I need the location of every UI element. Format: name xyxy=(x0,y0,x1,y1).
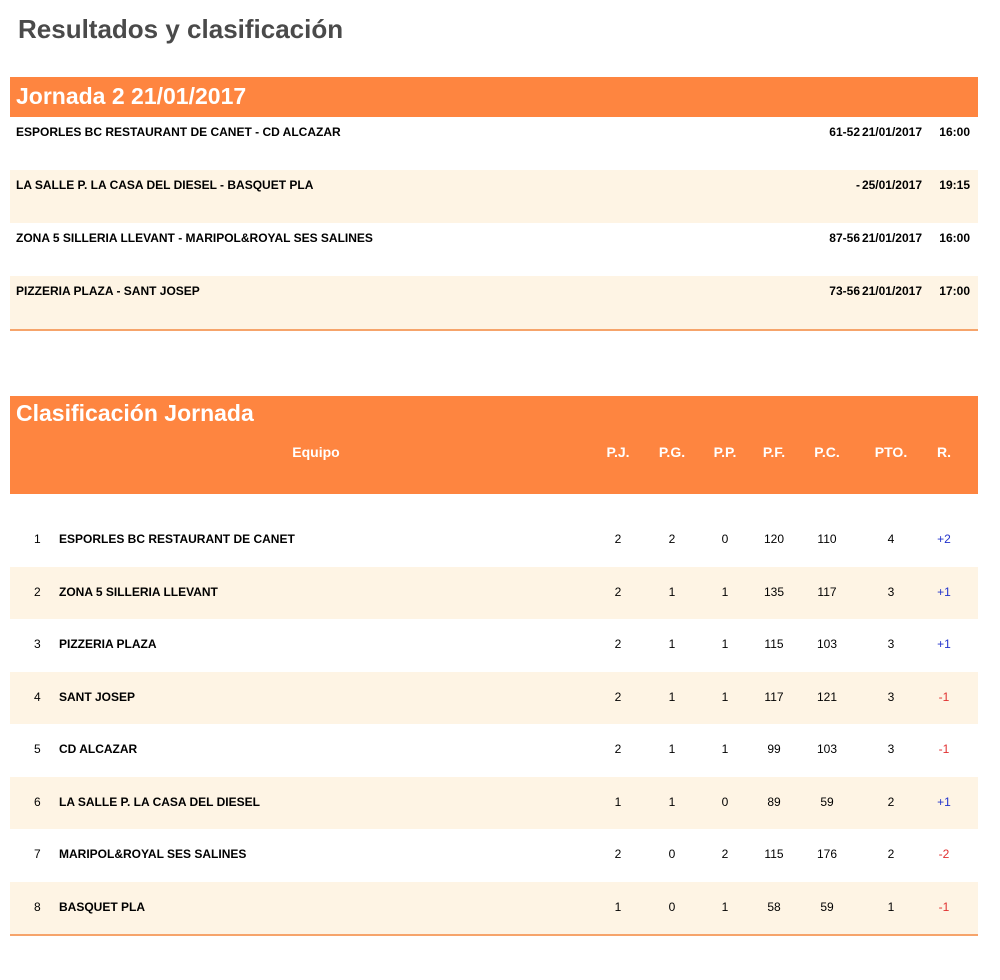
team-pc: 117 xyxy=(817,584,837,599)
match-score: 87-56 xyxy=(829,231,860,245)
team-position: 6 xyxy=(34,794,41,809)
team-pto: 2 xyxy=(887,847,895,861)
match-score: 61-52 xyxy=(829,125,860,139)
match-time: 19:15 xyxy=(939,178,970,192)
team-pp: 1 xyxy=(721,637,729,651)
team-name: PIZZERIA PLAZA xyxy=(59,637,157,651)
team-pf: 115 xyxy=(764,847,784,861)
team-pf: 89 xyxy=(767,794,781,809)
team-pp: 0 xyxy=(721,532,729,546)
team-pto: 3 xyxy=(887,584,895,599)
team-name: SANT JOSEP xyxy=(59,689,136,704)
team-r: -2 xyxy=(938,847,950,861)
team-pg: 1 xyxy=(668,584,676,599)
team-pc: 59 xyxy=(820,899,834,914)
team-pj: 2 xyxy=(614,637,622,651)
match-score: - xyxy=(856,178,860,192)
team-r: +1 xyxy=(937,584,951,599)
team-r: -1 xyxy=(938,742,950,756)
team-name: MARIPOL&ROYAL SES SALINES xyxy=(59,847,247,861)
col-head-r: R. xyxy=(937,444,951,460)
col-head-pg: P.G. xyxy=(658,444,686,460)
team-pto: 3 xyxy=(887,689,895,704)
standings-header xyxy=(10,396,978,494)
standings-section xyxy=(10,396,978,936)
team-pc: 121 xyxy=(816,689,838,704)
results-header: Jornada 2 21/01/2017 xyxy=(10,77,978,117)
team-pj: 2 xyxy=(614,532,622,546)
match-list xyxy=(10,117,978,329)
team-pp: 2 xyxy=(721,847,729,861)
team-pc: 103 xyxy=(816,637,838,651)
team-pto: 3 xyxy=(887,742,895,756)
match-name: ZONA 5 SILLERIA LLEVANT - MARIPOL&ROYAL SES SALINES xyxy=(16,231,373,245)
match-date: 21/01/2017 xyxy=(861,284,922,298)
team-position: 7 xyxy=(34,847,41,861)
col-head-pto: PTO. xyxy=(874,444,908,460)
page-title: Resultados y clasificación xyxy=(18,14,344,44)
team-pc: 59 xyxy=(820,794,834,809)
team-pto: 4 xyxy=(887,532,895,546)
team-row xyxy=(10,829,978,882)
team-pg: 0 xyxy=(668,899,676,914)
team-r: +1 xyxy=(937,794,951,809)
match-date: 25/01/2017 xyxy=(861,178,922,192)
team-pj: 1 xyxy=(614,899,622,914)
team-row xyxy=(10,672,978,725)
team-name: ZONA 5 SILLERIA LLEVANT xyxy=(59,584,218,599)
team-pc: 103 xyxy=(816,742,838,756)
team-r: +2 xyxy=(937,532,951,546)
team-name: LA SALLE P. LA CASA DEL DIESEL xyxy=(59,794,260,809)
team-r: +1 xyxy=(937,637,951,651)
match-time: 16:00 xyxy=(939,231,970,245)
team-name: CD ALCAZAR xyxy=(59,742,138,756)
results-section xyxy=(10,77,978,331)
team-r: -1 xyxy=(938,899,950,914)
team-name: ESPORLES BC RESTAURANT DE CANET xyxy=(59,532,295,546)
team-row xyxy=(10,514,978,567)
header-gap xyxy=(10,494,978,514)
team-pj: 2 xyxy=(614,584,622,599)
match-row xyxy=(10,117,978,170)
standings-rows xyxy=(10,514,978,934)
team-pp: 1 xyxy=(721,689,729,704)
team-pj: 2 xyxy=(614,847,622,861)
match-date: 21/01/2017 xyxy=(861,231,922,245)
team-pj: 2 xyxy=(614,689,622,704)
standings-title: Clasificación Jornada xyxy=(16,400,254,426)
team-pf: 135 xyxy=(763,584,785,599)
team-position: 2 xyxy=(34,584,41,599)
team-pg: 1 xyxy=(668,742,676,756)
team-pg: 1 xyxy=(668,794,676,809)
team-pg: 1 xyxy=(668,689,676,704)
match-row xyxy=(10,223,978,276)
team-pto: 2 xyxy=(887,794,895,809)
team-pf: 99 xyxy=(767,742,781,756)
team-pp: 1 xyxy=(721,584,729,599)
team-pg: 0 xyxy=(668,847,676,861)
match-time: 16:00 xyxy=(939,125,970,139)
team-pg: 2 xyxy=(668,532,676,546)
col-head-pf: P.F. xyxy=(762,444,786,460)
team-position: 5 xyxy=(34,742,41,756)
match-time: 17:00 xyxy=(939,284,970,298)
team-pto: 3 xyxy=(887,637,895,651)
team-pp: 1 xyxy=(721,742,729,756)
team-row xyxy=(10,882,978,935)
match-name: ESPORLES BC RESTAURANT DE CANET - CD ALCAZAR xyxy=(16,125,341,139)
team-pj: 1 xyxy=(614,794,622,809)
team-position: 8 xyxy=(34,899,41,914)
team-pc: 176 xyxy=(816,847,838,861)
col-head-pj: P.J. xyxy=(606,444,630,460)
match-row xyxy=(10,276,978,329)
team-position: 1 xyxy=(34,532,41,546)
match-date: 21/01/2017 xyxy=(861,125,922,139)
match-name: PIZZERIA PLAZA - SANT JOSEP xyxy=(16,284,200,298)
team-pp: 1 xyxy=(721,899,729,914)
team-pc: 110 xyxy=(817,532,837,546)
team-pg: 1 xyxy=(668,637,676,651)
team-r: -1 xyxy=(938,689,950,704)
team-pf: 120 xyxy=(763,532,785,546)
match-score: 73-56 xyxy=(829,284,860,298)
team-row xyxy=(10,724,978,777)
team-pf: 58 xyxy=(767,899,781,914)
match-row xyxy=(10,170,978,223)
team-pf: 117 xyxy=(764,689,784,704)
team-name: BASQUET PLA xyxy=(59,899,146,914)
col-head-pc: P.C. xyxy=(814,444,840,460)
team-position: 4 xyxy=(34,689,41,704)
team-pf: 115 xyxy=(764,637,784,651)
team-pp: 0 xyxy=(721,794,729,809)
team-pto: 1 xyxy=(887,899,895,914)
col-head-pp: P.P. xyxy=(713,444,737,460)
match-name: LA SALLE P. LA CASA DEL DIESEL - BASQUET PLA xyxy=(16,178,314,192)
col-head-team: Equipo xyxy=(292,444,340,460)
team-row xyxy=(10,777,978,830)
team-row xyxy=(10,619,978,672)
team-position: 3 xyxy=(34,637,41,651)
team-row xyxy=(10,567,978,620)
team-pj: 2 xyxy=(614,742,622,756)
